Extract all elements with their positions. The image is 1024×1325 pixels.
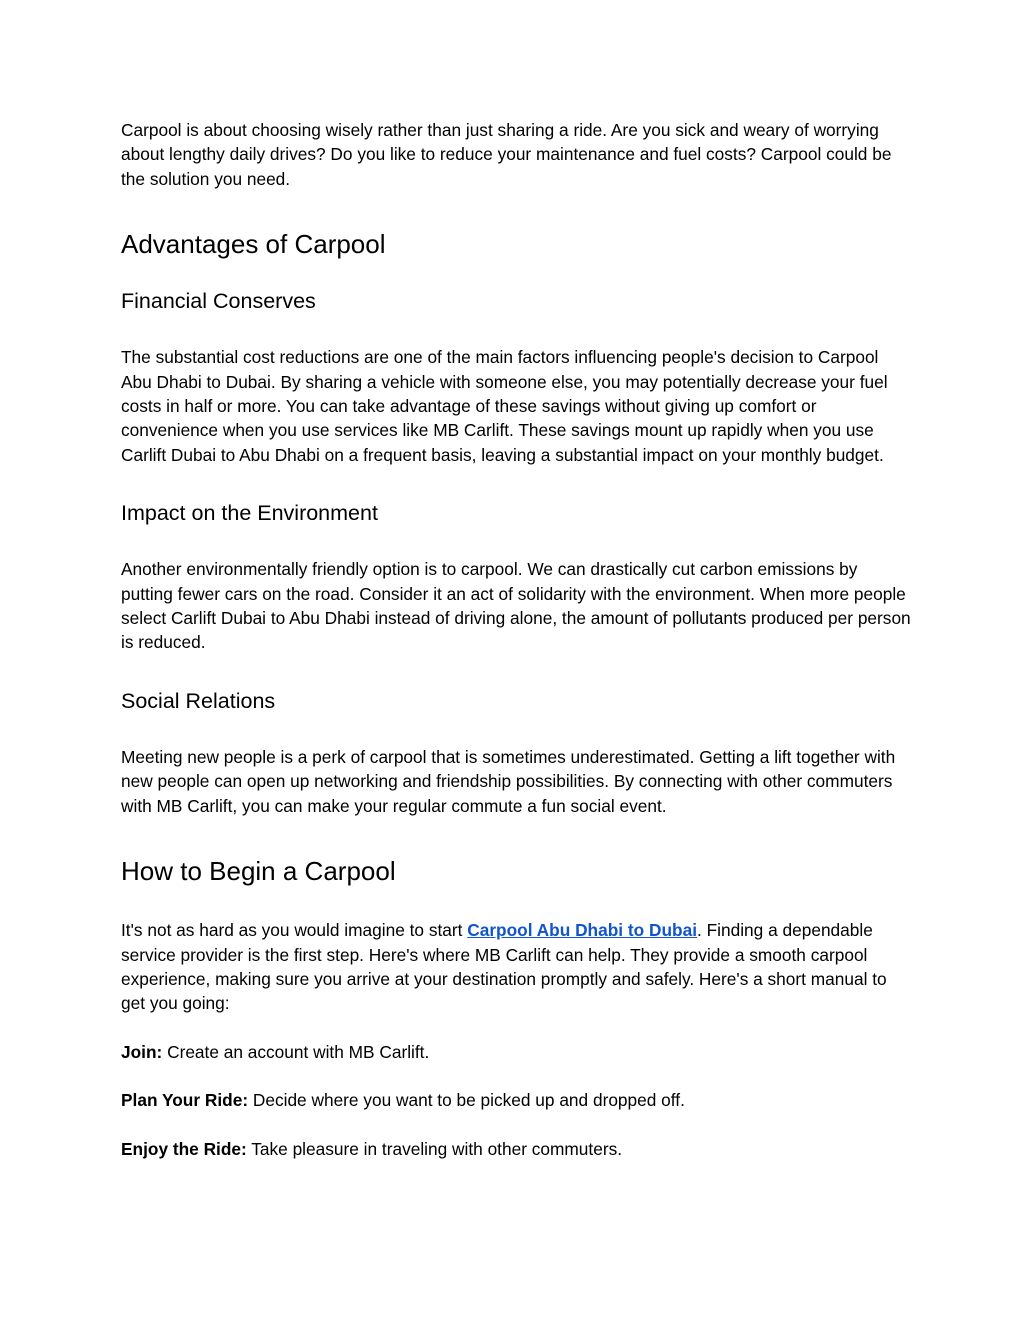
advantages-heading: Advantages of Carpool — [121, 229, 386, 260]
begin-text-before-link: It's not as hard as you would imagine to start — [121, 920, 468, 941]
step-join-label: Join: — [121, 1041, 163, 1062]
step-enjoy-ride-label: Enjoy the Ride: — [121, 1138, 247, 1159]
step-plan-ride — [121, 1088, 911, 1112]
social-heading: Social Relations — [121, 688, 276, 713]
begin-heading: How to Begin a Carpool — [121, 856, 396, 887]
step-join-text: Create an account with MB Carlift. — [162, 1041, 430, 1062]
step-plan-ride-text: Decide where you want to be picked up and dropped off. — [248, 1090, 685, 1111]
document-page — [121, 118, 911, 1161]
environment-paragraph: Another environmentally friendly option is to carpool. We can drastically cut carbon emissions by putting fewer cars on the road. Consider it an act of solidarity with the environment. When more people select Carlift Dubai to Abu Dhabi instead of driving alone, the amount of pollutants produced per person is reduced. — [121, 559, 911, 653]
financial-heading: Financial Conserves — [121, 289, 316, 314]
begin-text-after-link: . Finding a dependable service provider is the first step. Here's where MB Carlift can help. They provide a smooth carpool experience, making sure you arrive at your destination promptly and safely. Here's a short manual to get you going: — [121, 920, 887, 1014]
step-plan-ride-label: Plan Your Ride: — [121, 1090, 249, 1111]
social-paragraph: Meeting new people is a perk of carpool that is sometimes underestimated. Getting a lift together with new people can open up networking and friendship possibilities. By connecting with other commuters with MB Carlift, you can make your regular commute a fun social event. — [121, 746, 896, 816]
environment-heading: Impact on the Environment — [121, 501, 378, 526]
step-enjoy-ride — [121, 1137, 911, 1161]
step-enjoy-ride-text: Take pleasure in traveling with other commuters. — [246, 1138, 623, 1159]
begin-paragraph — [121, 918, 911, 1016]
step-join — [121, 1040, 911, 1064]
carpool-abu-dhabi-dubai-link[interactable]: Carpool Abu Dhabi to Dubai — [467, 920, 697, 941]
intro-paragraph: Carpool is about choosing wisely rather than just sharing a ride. Are you sick and weary of worrying about lengthy daily drives? Do you like to reduce your maintenance and fuel costs? Carpool could be the solution you need. — [121, 120, 892, 189]
financial-paragraph: The substantial cost reductions are one of the main factors influencing people's decision to Carpool Abu Dhabi to Dubai. By sharing a vehicle with someone else, you may potentially decrease your fuel costs in half or more. You can take advantage of these savings without giving up comfort or convenience when you use services like MB Carlift. These savings mount up rapidly when you use Carlift Dubai to Abu Dhabi on a frequent basis, leaving a substantial impact on your monthly budget. — [121, 347, 888, 465]
